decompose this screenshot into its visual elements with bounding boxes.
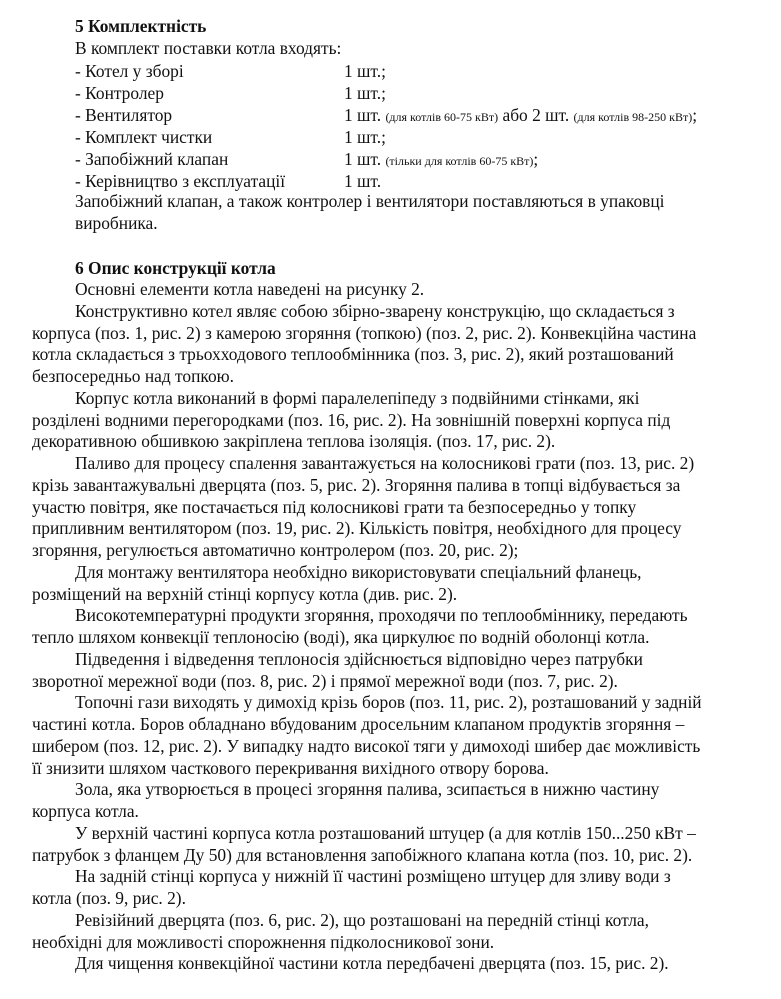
paragraph-line: участю повітря, яке постачається під колосникові грати та безпосередньо у топку bbox=[32, 496, 637, 517]
paragraph-line: необхідні для можливості спорожнення підколосникової зони. bbox=[32, 931, 495, 952]
paragraph-line: розміщений на верхній стінці корпусу котла (див. рис. 2). bbox=[32, 583, 458, 604]
paragraph-first-line: Для монтажу вентилятора необхідно використовувати спеціальний фланець, bbox=[75, 561, 642, 582]
paragraph-line: припливним вентилятором (поз. 19, рис. 2). Кількість повітря, необхідного для процесу bbox=[32, 518, 682, 539]
paragraph-line: декоративною обшивкою закріплена теплова ізоляція. (поз. 17, рис. 2). bbox=[32, 431, 556, 452]
paragraph-line: її знизити шляхом часткового перекривання вихідного отвору борова. bbox=[32, 757, 549, 778]
section-6-title: 6 Опис конструкції котла bbox=[75, 258, 276, 278]
paragraph-first-line: У верхній частині корпуса котла розташований штуцер (а для котлів 150...250 кВт – bbox=[75, 822, 696, 843]
paragraph-line: котла складається з трьохходового теплообмінника (поз. 3, рис. 2), який розташований bbox=[32, 344, 674, 365]
paragraph-line: шибером (поз. 12, рис. 2). У випадку надто високої тяги у димоході шибер дає можливість bbox=[32, 735, 701, 756]
paragraph-line: частині котла. Боров обладнано вбудованим дросельним клапаном продуктів згоряння – bbox=[32, 714, 685, 734]
paragraph-first-line: Зола, яка утворюється в процесі згоряння палива, зсипається в нижню частину bbox=[75, 779, 660, 800]
paragraph-first-line: Основні елементи котла наведені на рисунку 2. bbox=[75, 279, 425, 299]
paragraph-line: патрубок з фланцем Ду 50) для встановлення запобіжного клапана котла (поз. 10, рис. 2). bbox=[32, 844, 693, 865]
paragraph-line: крізь завантажувальні дверцята (поз. 5, рис. 2). Згоряння палива в топці відбувається за bbox=[32, 474, 681, 495]
section-5-intro: В комплект поставки котла входять: bbox=[75, 38, 342, 58]
paragraph-line: корпуса (поз. 1, рис. 2) з камерою згоряння (топкою) (поз. 2, рис. 2). Конвекційна частина bbox=[32, 322, 697, 343]
paragraph-first-line: Підведення і відведення теплоносія здійснюється відповідно через патрубки bbox=[75, 648, 643, 669]
paragraph-line: згоряння, регулюється автоматично контролером (поз. 20, рис. 2); bbox=[32, 540, 519, 560]
paragraph-line: розділені водними перегородками (поз. 16, рис. 2). На зовнішній поверхні корпуса під bbox=[32, 409, 671, 430]
paragraph-line: зворотної мережної води (поз. 8, рис. 2) і прямої мережної води (поз. 7, рис. 2). bbox=[32, 670, 618, 691]
paragraph-first-line: Корпус котла виконаний в формі паралелепіпеду з подвійними стінками, які bbox=[75, 387, 640, 408]
paragraph-first-line: Паливо для процесу спалення завантажується на колосникові грати (поз. 13, рис. 2) bbox=[75, 453, 695, 473]
paragraph-first-line: Топочні гази виходять у димохід крізь боров (поз. 11, рис. 2), розташований у задній bbox=[75, 692, 702, 713]
document-page: 5 Комплектність В комплект поставки котла входять: - Котел у зборі 1 шт.; - Контролер 1 шт.; - Вентилятор 1 шт. (для котлів 60-75 кВт) або 2 шт. (для котлів 98-250 кВт); - Комплект чистки 1 шт.; - Запобіжний клапан 1 шт. (тільки для котлів 60-75 кВт); - Керівництво з експлуатації 1 шт. Запобіжний клапан, а також контролер і вентилятори поставляються в упаковці виробника. 6 Опис конструкції котла Основні елементи котла наведені на рисунку 2. Конструктивно котел являє собою збірно-зварену конструкцію, що складається з корпуса (поз. 1, рис. 2) з камерою згоряння (топкою) (поз. 2, рис. 2). Конвекційна частина котла складається з трьохходового теплообмінника (поз. 3, рис. 2), який розташований безпосередньо над топкою. Корпус котла виконаний в формі паралелепіпеду з подвійними стінками, які розділені водними перегородками (поз. 16, рис. 2). На зовнішній поверхні корпуса під декоративною обшивкою закріплена теплова ізоляція. (поз. 17, рис. 2). Паливо для процесу спалення завантажується на колосникові грати (поз. 13, рис. 2) крізь завантажувальні дверцята (поз. 5, рис. 2). Згоряння палива в топці відбувається за участю повітря, яке постачається під колосникові грати та безпосередньо у топку припливним вентилятором (поз. 19, рис. 2). Кількість повітря, необхідного для процесу згоряння, регулюється автоматично контролером (поз. 20, рис. 2); Для монтажу вентилятора необхідно використовувати спеціальний фланець, розміщений на верхній стінці корпусу котла (див. рис. 2). Високотемпературні продукти згоряння, проходячи по теплообміннику, передають тепло шляхом конвекції теплоносію (воді), яка циркулює по водній оболонці котла. Підведення і відведення теплоносія здійснюється відповідно через патрубки зворотної мережної води (поз. 8, рис. 2) і прямої мережної води (поз. 7, рис. 2). Топочні гази виходять у димохід крізь боров (поз. 11, рис. 2), розташований у задній частині котла. Боров обладнано вбудованим дросельним клапаном продуктів згоряння – шибером (поз. 12, рис. 2). У випадку надто високої тяги у димоході шибер дає можливість її знизити шляхом часткового перекривання вихідного отвору борова. Зола, яка утворюється в процесі згоряння палива, зсипається в нижню частину корпуса котла. У верхній частині корпуса котла розташований штуцер (а для котлів 150...250 кВт – патрубок з фланцем Ду 50) для встановлення запобіжного клапана котла (поз. 10, рис. 2). На задній стінці корпуса у нижній її частині розміщено штуцер для зливу води з котла (поз. 9, рис. 2). Ревізійний дверцята (поз. 6, рис. 2), що розташовані на передній стінці котла, необхідні для можливості спорожнення підколосникової зони. Для чищення конвекційної частини котла передбачені дверцята (поз. 15, рис. 2). bbox=[32, 16, 702, 974]
paragraph-first-line: Високотемпературні продукти згоряння, проходячи по теплообміннику, передають bbox=[75, 605, 688, 626]
section-5-note-line: виробника. bbox=[75, 213, 158, 233]
paragraph-first-line: На задній стінці корпуса у нижній її частині розміщено штуцер для зливу води з bbox=[75, 866, 671, 887]
section-5-title: 5 Комплектність bbox=[75, 16, 207, 36]
paragraph-line: безпосередньо над топкою. bbox=[32, 366, 235, 386]
paragraph-first-line: Для чищення конвекційної частини котла передбачені дверцята (поз. 15, рис. 2). bbox=[75, 953, 669, 974]
paragraph-line: корпуса котла. bbox=[32, 801, 139, 821]
section-5-note-line: Запобіжний клапан, а також контролер і вентилятори поставляються в упаковці bbox=[75, 191, 665, 211]
paragraph-line: тепло шляхом конвекції теплоносію (воді), яка циркулює по водній оболонці котла. bbox=[32, 627, 650, 647]
paragraph-first-line: Конструктивно котел являє собою збірно-зварену конструкцію, що складається з bbox=[75, 300, 675, 321]
paragraph-line: котла (поз. 9, рис. 2). bbox=[32, 888, 186, 908]
paragraph-first-line: Ревізійний дверцята (поз. 6, рис. 2), що розташовані на передній стінці котла, bbox=[75, 909, 649, 930]
